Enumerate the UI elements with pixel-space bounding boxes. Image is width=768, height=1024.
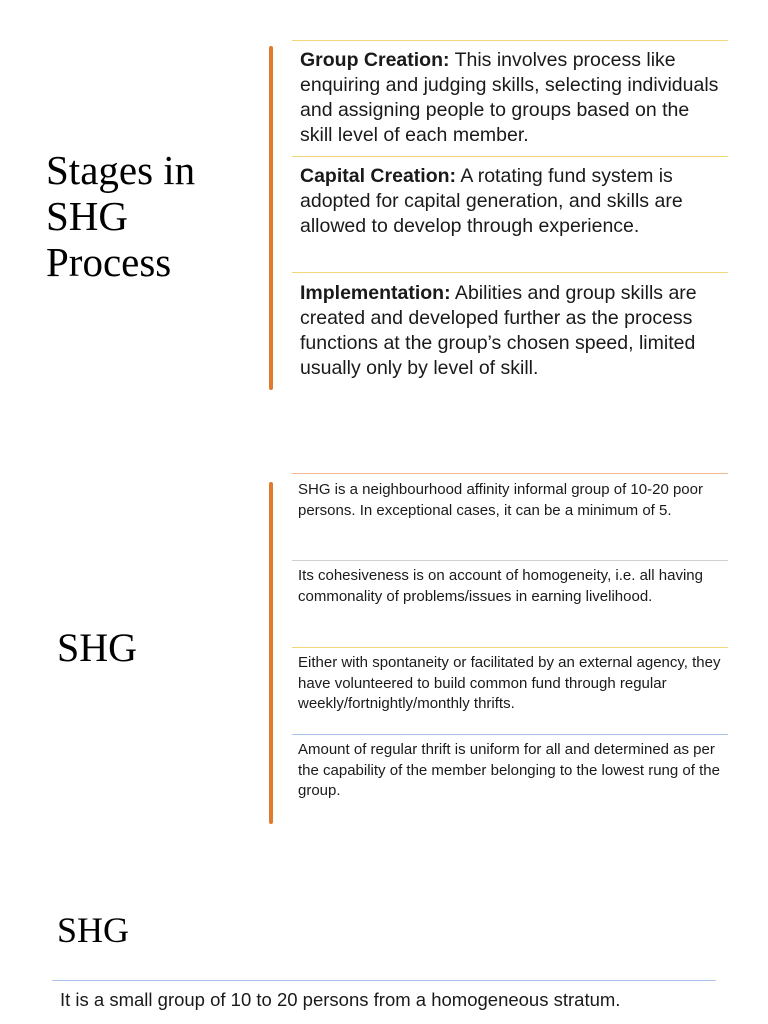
divider [292,272,728,273]
stage-heading: Group Creation: [300,49,450,71]
stage-item-implementation [300,281,720,381]
shg-point-3: Either with spontaneity or facilitated by an external agency, they have volunteered to build common fund through regular weekly/fortnightly/monthly thrifts. [298,654,721,712]
shg-title: SHG [57,625,138,670]
shg-summary-title: SHG [57,910,130,950]
shg-point-1: SHG is a neighbourhood affinity informal group of 10-20 poor persons. In exceptional cases, it can be a minimum of 5. [298,481,703,519]
stage-item-capital-creation [300,164,720,239]
stage-heading: Capital Creation: [300,165,457,187]
shg-point-2: Its cohesiveness is on account of homogeneity, i.e. all having commonality of problems/issues in earning livelihood. [298,567,703,605]
divider [292,647,728,648]
stage-item-group-creation [300,48,720,148]
divider [292,40,728,41]
divider [292,473,728,474]
divider [292,734,728,735]
stage-text: This involves process like enquiring and judging skills, selecting individuals and assigning people to groups based on the skill level of each member. [300,49,719,146]
stages-title: Stages in SHG Process [46,147,196,285]
stage-heading: Implementation: [300,282,451,304]
accent-bar [269,46,273,390]
divider [292,156,728,157]
divider [292,560,728,561]
shg-summary-text: It is a small group of 10 to 20 persons from a homogeneous stratum. [60,989,621,1010]
divider [52,980,716,981]
stage-text: Abilities and group skills are created and developed further as the process functions at the group’s chosen speed, limited usually only by level of skill. [300,282,697,379]
stage-text: A rotating fund system is adopted for capital generation, and skills are allowed to develop through experience. [300,165,683,237]
shg-point-4: Amount of regular thrift is uniform for all and determined as per the capability of the member belonging to the lowest rung of the group. [298,741,720,799]
accent-bar [269,482,273,824]
